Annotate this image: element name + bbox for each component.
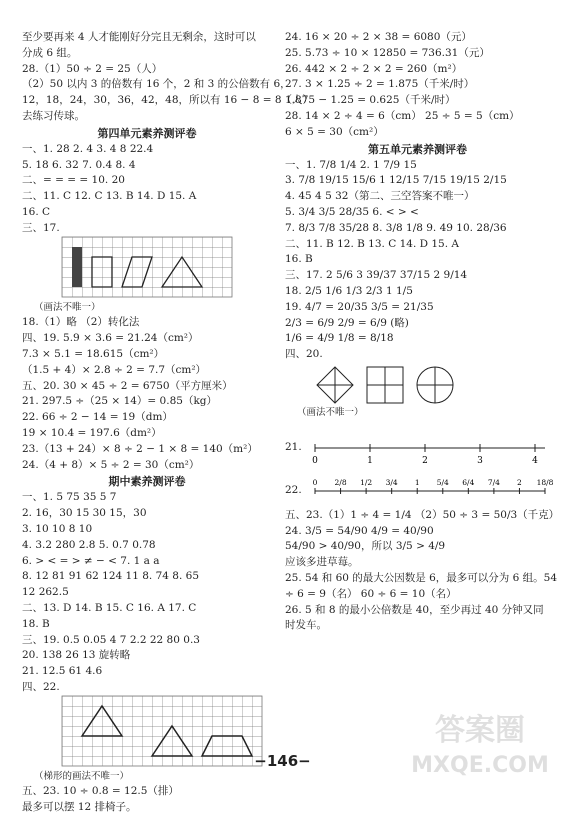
unit5-answer-line: ÷ 6 = 9（名） 60 ÷ 6 = 10（名） [285, 587, 457, 600]
unit4-line: 三、17. [22, 221, 60, 234]
tick-label-22: 3/4 [385, 477, 398, 487]
tick-label-22: 1/2 [360, 477, 373, 487]
mid-line: 21. 12.5 61 4.6 [22, 665, 103, 678]
circle-shape [415, 365, 455, 405]
tick-label-22: 18/8 [536, 477, 554, 487]
mid-answer-line: 五、23. 10 ÷ 0.8 = 12.5（排） [22, 785, 179, 798]
unit5-line: 19. 4/7 = 20/35 3/5 = 21/35 [285, 300, 434, 313]
unit4-line: 二、11. C 12. C 13. B 14. D 15. A [22, 190, 197, 203]
mid-line: 8. 12 81 91 62 124 11 8. 74 8. 65 [22, 570, 199, 583]
tick-label-21: 4 [532, 455, 538, 466]
left-top-line: 至少要再来 4 人才能刚好分完且无剩余，这时可以 [22, 31, 256, 43]
tick-label-22: 2/8 [334, 477, 347, 487]
unit5-shapes [285, 365, 550, 405]
left-top-line: 12，18，24，30，36，42，48，所以有 16 − 8 = 8（人） [22, 94, 314, 107]
right-top-line: 24. 16 × 20 ÷ 2 × 38 = 6080（元） [285, 31, 472, 43]
right-top-line: 6 × 5 = 30（cm²） [285, 125, 384, 138]
unit5-title: 第五单元素养测评卷 [368, 142, 467, 156]
unit4-answer-line: 四、19. 5.9 × 3.6 = 21.24（cm²） [22, 332, 199, 345]
mid-line: 三、19. 0.5 0.05 4 7 2.2 22 80 0.3 [22, 633, 200, 646]
unit4-answer-line: 22. 66 ÷ 2 − 14 = 19（dm） [22, 411, 173, 424]
unit4-grid [62, 237, 272, 300]
svg-text:答案圈: 答案圈 [435, 713, 525, 748]
page-number: −146− [254, 752, 311, 770]
tick-label-22: 2 [517, 477, 522, 487]
tick-label-22: 7/4 [487, 477, 500, 487]
unit4-answer-line: （1.5 + 4）× 2.8 ÷ 2 = 7.7（cm²） [22, 363, 207, 376]
right-top-line: 27. 3 × 1.25 ÷ 2 = 1.875（千米/时） [285, 78, 475, 91]
unit4-answer-line: 24.（4 + 8）× 5 ÷ 2 = 30（cm²） [22, 458, 200, 471]
unit4-line: 16. C [22, 205, 51, 218]
mid-line: 4. 3.2 280 2.8 5. 0.7̇ 0.78 [22, 538, 156, 551]
unit5-shape-note: （画法不唯一） [297, 406, 364, 418]
mid-line: 6. > < = > ≠ − < 7. 1 a a [22, 554, 160, 567]
number-line-22 [285, 476, 554, 508]
unit5-line: 4. 45 4 5 32（第二、三空答案不唯一） [285, 190, 475, 203]
mid-answer-line: 最多可以摆 12 排椅子。 [22, 801, 137, 814]
unit5-line: 一、1. 7/8 1/4 2. 1 7/9 15 [285, 158, 417, 171]
mid-line: 18. B [22, 617, 50, 630]
mid-grid-note: （梯形的画法不唯一） [34, 770, 130, 782]
number-line-21 [285, 421, 550, 476]
tick-label-21: 0 [312, 455, 318, 466]
tick-label-21: 3 [477, 455, 483, 466]
mid-title: 期中素养测评卷 [108, 475, 186, 489]
unit5-answer-line: 应该多进草莓。 [285, 556, 359, 569]
mid-line: 2. 16，30 15 30 15，30 [22, 507, 147, 520]
tick-label-22: 0 [312, 477, 318, 487]
unit5-line: 18. 2/5 1/6 1/3 2/3 1 1/5 [285, 284, 413, 297]
number-line-22-svg [310, 476, 554, 508]
q21-label: 21. [285, 440, 302, 453]
q22-label: 22. [285, 483, 302, 496]
mid-line: 四、22. [22, 680, 60, 693]
left-top-line: 去练习传球。 [22, 109, 85, 122]
right-column [285, 30, 560, 634]
unit4-answer-line: 7.3 × 5.1 = 18.615（cm²） [22, 347, 165, 360]
unit5-line: 1/6 = 4/9 1/8 = 8/18 [285, 332, 394, 345]
unit4-answer-line: 18.（1）略 （2）转化法 [22, 316, 140, 329]
unit4-line: 一、1. 28 2. 4 3. 4 8 22.4 [22, 142, 154, 155]
unit5-line: 16. B [285, 253, 313, 266]
right-top-line: 1.875 − 1.25 = 0.625（千米/时） [285, 94, 456, 107]
unit5-answer-line: 五、23.（1）1 ÷ 4 = 1/4 （2）50 ÷ 3 = 50/3（千克） [285, 508, 560, 521]
unit5-answer-line: 25. 54 和 60 的最大公因数是 6，最多可以分为 6 组。54 [285, 571, 558, 584]
left-top-line: 分成 6 组。 [22, 46, 78, 59]
number-line-21-svg [310, 421, 550, 476]
tick-label-22: 1 [414, 477, 420, 487]
unit5-answer-line: 时发车。 [285, 619, 327, 632]
mid-line: 一、1. 5 75 35 5 7 [22, 491, 117, 504]
mid-line: 二、13. D 14. B 15. C 16. A 17. C [22, 601, 197, 614]
unit5-answer-line: 24. 3/5 = 54/90 4/9 = 40/90 [285, 524, 434, 537]
diamond-shape [315, 365, 355, 405]
unit4-title: 第四单元素养测评卷 [97, 126, 197, 140]
right-top-line: 25. 5.73 ÷ 10 × 12850 = 736.31（元） [285, 46, 490, 59]
unit4-answer-line: 21. 297.5 ÷（25 × 14）= 0.85（kg） [22, 395, 218, 408]
svg-text:MXQE.COM: MXQE.COM [411, 753, 549, 778]
unit4-line: 5. 18 6. 32 7. 0.4 8. 4 [22, 158, 136, 171]
watermark-logo [405, 700, 555, 784]
unit5-line: 四、20. [285, 348, 323, 361]
unit5-answer-line: 26. 5 和 8 的最小公倍数是 40，至少再过 40 分钟又同 [285, 603, 544, 616]
unit4-answer-line: 23.（13 + 24）× 8 ÷ 2 − 1 × 8 = 140（m²） [22, 442, 258, 455]
right-top-line: 26. 442 × 2 ÷ 2 × 2 = 260（m²） [285, 62, 463, 75]
tick-label-21: 2 [422, 455, 428, 466]
tick-label-21: 1 [367, 455, 373, 466]
mid-line: 3. 10 10 8 10 [22, 522, 93, 535]
rectangle-shape [72, 247, 82, 287]
unit5-line: 2/3 = 6/9 2/9 = 6/9 (略) [285, 316, 409, 329]
mid-line: 20. 138 26 13 旋转略 [22, 649, 131, 662]
unit4-answer-line: 五、20. 30 × 45 ÷ 2 = 6750（平方厘米） [22, 379, 233, 392]
unit5-answer-line: 54/90 > 40/90，所以 3/5 > 4/9 [285, 540, 446, 553]
tick-label-22: 6/4 [462, 477, 475, 487]
unit5-line: 7. 8/3 7/8 35/28 8. 3/8 1/8 9. 49 10. 28/36 [285, 221, 507, 234]
unit4-line: 二、= = = = 10. 20 [22, 174, 125, 187]
tick-label-22: 5/4 [436, 477, 449, 487]
unit5-line: 5. 3/4 3/5 28/35 6. < > < [285, 205, 419, 218]
mid-line: 12 262.5 [22, 586, 69, 599]
unit4-answer-line: 19 × 10.4 = 197.6（dm²） [22, 426, 162, 439]
right-top-line: 28. 14 × 2 ÷ 4 = 6（cm） 25 ÷ 5 = 5（cm） [285, 109, 520, 122]
unit4-grid-figure [62, 237, 232, 297]
unit4-grid-note: （画法不唯一） [34, 301, 101, 313]
unit5-line: 二、11. B 12. B 13. C 14. D 15. A [285, 237, 459, 250]
square-shape [365, 365, 405, 405]
left-top-line: 28.（1）50 ÷ 2 = 25（人） [22, 62, 163, 75]
unit5-line: 三、17. 2 5/6 3 39/37 37/15 2 9/14 [285, 269, 468, 282]
left-top-line: （2）50 以内 3 的倍数有 16 个，2 和 3 的公倍数有 6， [22, 78, 291, 91]
unit5-line: 3. 7/8 19/15 15/6 1 12/15 7/15 19/15 2/15 [285, 174, 507, 187]
